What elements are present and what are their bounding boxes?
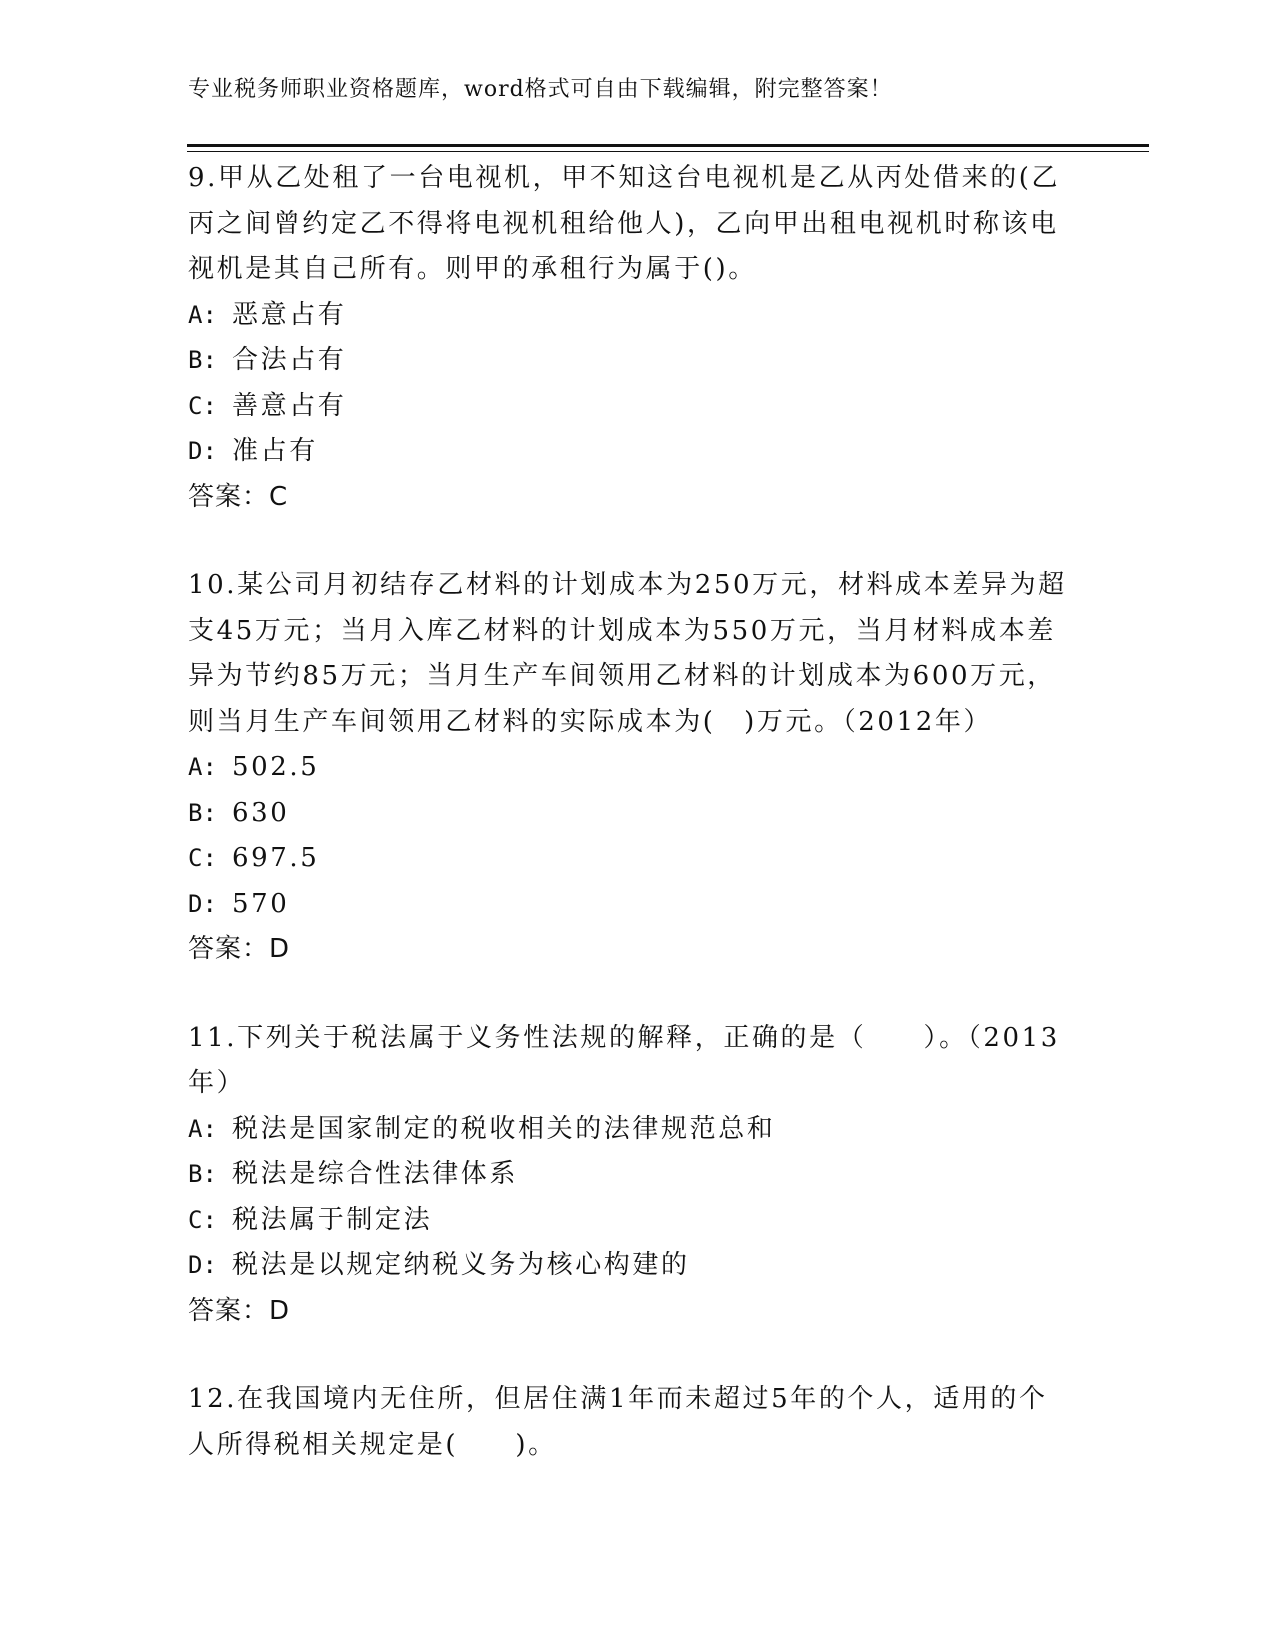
header-title: 专业税务师职业资格题库，word格式可自由下载编辑，附完整答案！ xyxy=(188,77,893,102)
option-text: 合法占有 xyxy=(232,345,347,375)
option-label: D: xyxy=(188,889,217,918)
option-text: 502.5 xyxy=(232,752,320,782)
option-text: 税法是国家制定的税收相关的法律规范总和 xyxy=(232,1113,776,1144)
question-text: 12.在我国境内无住所，但居住满1年而未超过5年的个人，适用的个人所得税相关规定是( )。 xyxy=(188,1384,1048,1460)
option-b xyxy=(188,338,1068,384)
option-label: D: xyxy=(188,437,217,465)
question-12 xyxy=(188,1377,1068,1468)
option-a xyxy=(188,293,1068,339)
option-b xyxy=(188,1152,1068,1198)
option-text: 准占有 xyxy=(232,436,318,466)
question-text: 11.下列关于税法属于义务性法规的解释，正确的是（ ）。（2013年） xyxy=(188,1022,1060,1098)
option-a xyxy=(188,1107,1068,1153)
option-text: 税法是以规定纳税义务为核心构建的 xyxy=(232,1250,690,1280)
question-10 xyxy=(188,563,1068,973)
question-9 xyxy=(188,156,1068,520)
answer: 答案：D xyxy=(188,934,291,964)
option-c xyxy=(188,1198,1068,1244)
option-label: A: xyxy=(188,753,217,781)
option-d xyxy=(188,882,1068,928)
question-text: 10.某公司月初结存乙材料的计划成本为250万元，材料成本差异为超支45万元；当月入库乙材料的计划成本为550万元，当月材料成本差异为节约85万元；当月生产车间领用乙材料的计划成本为600万元，则当月生产车间领用乙材料的实际成本为( )万元。（2012年） xyxy=(188,570,1067,737)
option-label: B: xyxy=(188,346,217,374)
option-text: 697.5 xyxy=(232,843,320,873)
option-label: C: xyxy=(188,1205,217,1234)
option-c xyxy=(188,384,1068,430)
question-11 xyxy=(188,1016,1068,1335)
option-label: C: xyxy=(188,844,217,872)
option-text: 善意占有 xyxy=(232,390,347,421)
option-label: C: xyxy=(188,391,217,420)
header-rule-thick xyxy=(187,144,1149,147)
header-rule-thin xyxy=(187,151,1149,152)
option-label: A: xyxy=(188,300,217,329)
option-b xyxy=(188,791,1068,837)
option-label: D: xyxy=(188,1251,217,1279)
option-text: 恶意占有 xyxy=(232,299,347,330)
option-a xyxy=(188,745,1068,791)
answer: 答案：C xyxy=(188,481,289,512)
option-d xyxy=(188,429,1068,475)
option-label: A: xyxy=(188,1114,217,1143)
option-label: B: xyxy=(188,798,217,827)
option-text: 税法是综合性法律体系 xyxy=(232,1159,519,1189)
question-list xyxy=(188,156,1068,1511)
question-text: 9.甲从乙处租了一台电视机，甲不知这台电视机是乙从丙处借来的(乙丙之间曾约定乙不得将电视机租给他人)，乙向甲出租电视机时称该电视机是其自己所有。则甲的承租行为属于()。 xyxy=(188,163,1061,284)
option-text: 630 xyxy=(232,797,290,828)
option-d xyxy=(188,1243,1068,1289)
option-text: 税法属于制定法 xyxy=(232,1204,433,1235)
option-label: B: xyxy=(188,1160,217,1188)
answer: 答案：D xyxy=(188,1295,291,1326)
option-text: 570 xyxy=(232,888,290,919)
option-c xyxy=(188,836,1068,882)
